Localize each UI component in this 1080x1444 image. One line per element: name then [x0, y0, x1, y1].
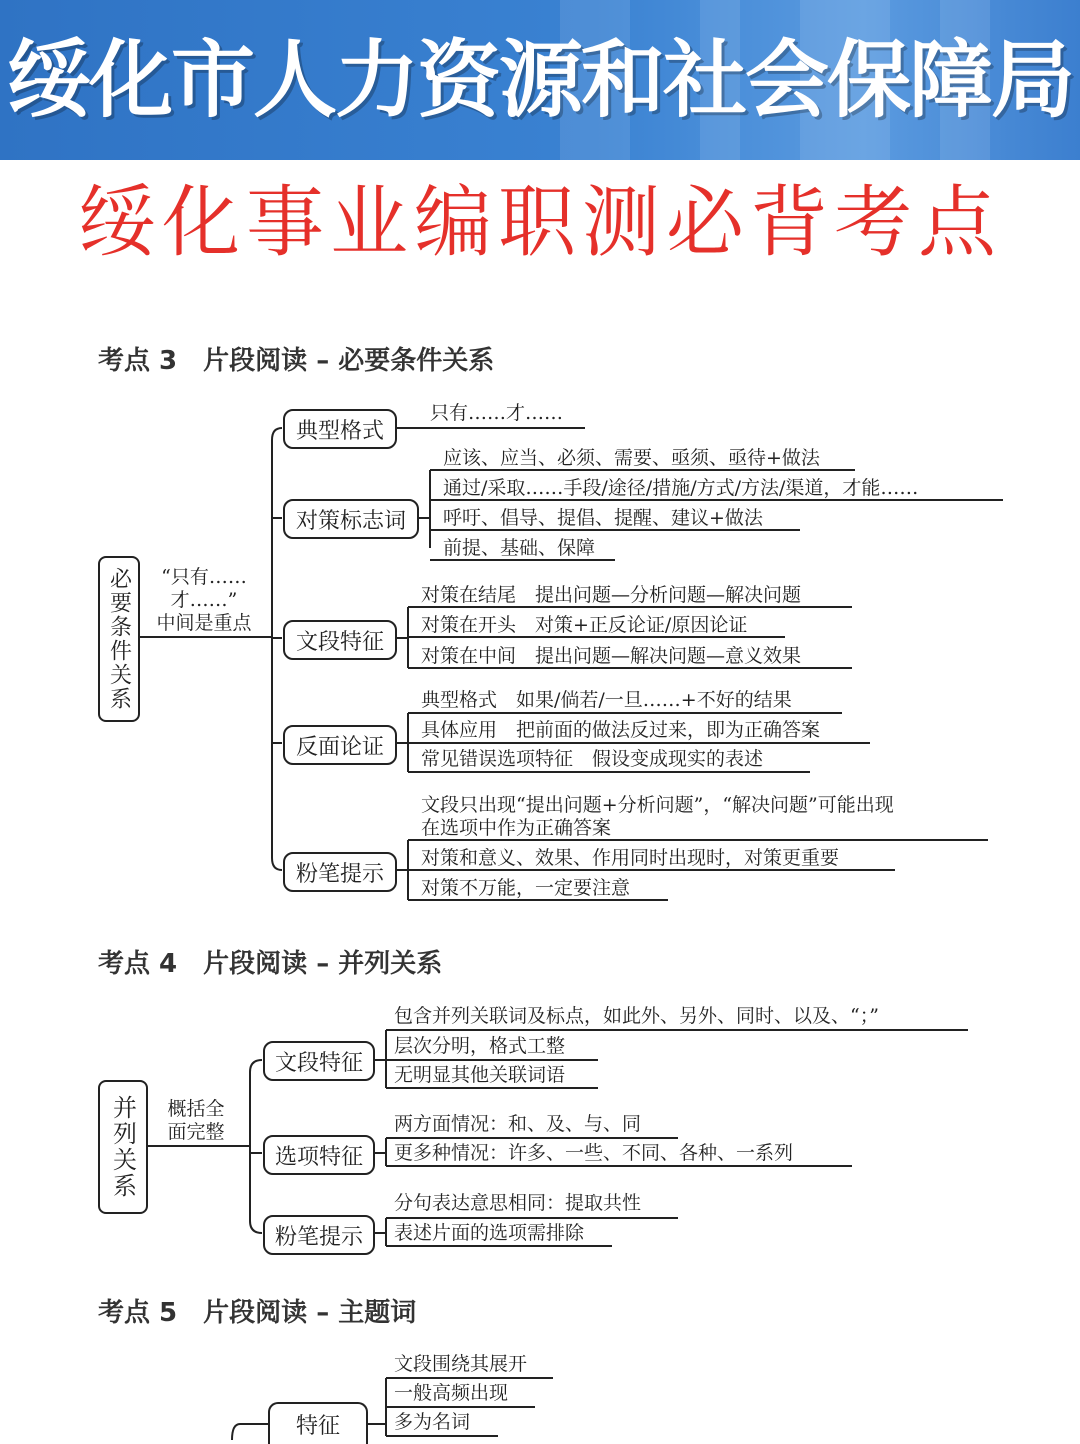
leaf-item: 包含并列关联词及标点，如此外、另外、同时、以及、“；”: [394, 1005, 879, 1027]
leaf-item: 应该、应当、必须、需要、亟须、亟待+做法: [443, 447, 820, 469]
branch-paragraph-features: 文段特征: [263, 1041, 375, 1081]
section3-root-note: [148, 566, 260, 635]
leaf-item: 文段围绕其展开: [394, 1353, 528, 1375]
leaf-item: 典型格式 如果/倘若/一旦……+不好的结果: [421, 689, 792, 711]
note-line: “只有……: [161, 566, 247, 588]
note-line: 面完整: [167, 1121, 225, 1143]
note-line: 中间是重点: [156, 612, 252, 634]
note-line: 才……”: [170, 589, 238, 611]
section4-root-note: [160, 1098, 232, 1144]
branch-paragraph-features: 文段特征: [283, 620, 397, 660]
section4-number: 考点 4: [98, 949, 178, 979]
leaf-item: 更多种情况：许多、一些、不同、各种、一系列: [394, 1142, 794, 1164]
banner-title: 绥化市人力资源和社会保障局: [6, 31, 1073, 129]
leaf-item: 通过/采取……手段/途径/措施/方式/方法/渠道，才能……: [443, 477, 919, 499]
section3-heading: 片段阅读 – 必要条件关系: [203, 346, 495, 376]
page-subtitle: 绥化事业编职测必背考点: [77, 178, 1002, 268]
section5-number: 考点 5: [98, 1298, 178, 1328]
leaf-item: 常见错误选项特征 假设变成现实的表述: [421, 748, 764, 770]
leaf-item: 多为名词: [394, 1411, 471, 1433]
branch-typical-format: 典型格式: [283, 409, 397, 449]
leaf-item: 对策不万能，一定要注意: [421, 877, 631, 899]
leaf-item: 对策在结尾 提出问题—分析问题—解决问题: [421, 584, 802, 606]
leaf-item: 在选项中作为正确答案: [421, 817, 612, 839]
leaf-item: 对策在中间 提出问题—解决问题—意义效果: [421, 645, 802, 667]
section4-root-node: 并列关系: [98, 1080, 148, 1214]
section5-title: [98, 1292, 416, 1329]
leaf-item: 表述片面的选项需排除: [394, 1222, 585, 1244]
section3-number: 考点 3: [98, 346, 178, 376]
section4-heading: 片段阅读 – 并列关系: [203, 949, 443, 979]
leaf-item: 对策和意义、效果、作用同时出现时，对策更重要: [421, 847, 840, 869]
leaf-item: 文段只出现“提出问题+分析问题”，“解决问题”可能出现: [421, 794, 894, 816]
note-line: 概括全: [167, 1098, 225, 1120]
section3-root-node: 必要条件关系: [98, 556, 140, 722]
leaf-item: 两方面情况：和、及、与、同: [394, 1113, 642, 1135]
branch-fenbi-tips: 粉笔提示: [283, 852, 397, 892]
section3-title: [98, 340, 494, 377]
leaf-item: 层次分明，格式工整: [394, 1035, 566, 1057]
leaf-item: 前提、基础、保障: [443, 537, 596, 559]
leaf-item: 无明显其他关联词语: [394, 1064, 566, 1086]
branch-option-features: 选项特征: [263, 1135, 375, 1175]
leaf-item: 对策在开头 对策+正反论证/原因论证: [421, 614, 748, 636]
leaf-item: 分句表达意思相同：提取共性: [394, 1192, 642, 1214]
branch-features: 特征: [268, 1402, 368, 1444]
branch-fenbi-tips: 粉笔提示: [263, 1215, 375, 1255]
branch-countermeasure-words: 对策标志词: [283, 499, 419, 539]
section4-title: [98, 943, 442, 980]
section5-heading: 片段阅读 – 主题词: [203, 1298, 417, 1328]
leaf-item: 一般高频出现: [394, 1382, 509, 1404]
leaf-item: 只有……才……: [430, 402, 564, 424]
leaf-item: 具体应用 把前面的做法反过来，即为正确答案: [421, 719, 821, 741]
branch-counter-argument: 反面论证: [283, 725, 397, 765]
leaf-item: 呼吁、倡导、提倡、提醒、建议+做法: [443, 507, 763, 529]
